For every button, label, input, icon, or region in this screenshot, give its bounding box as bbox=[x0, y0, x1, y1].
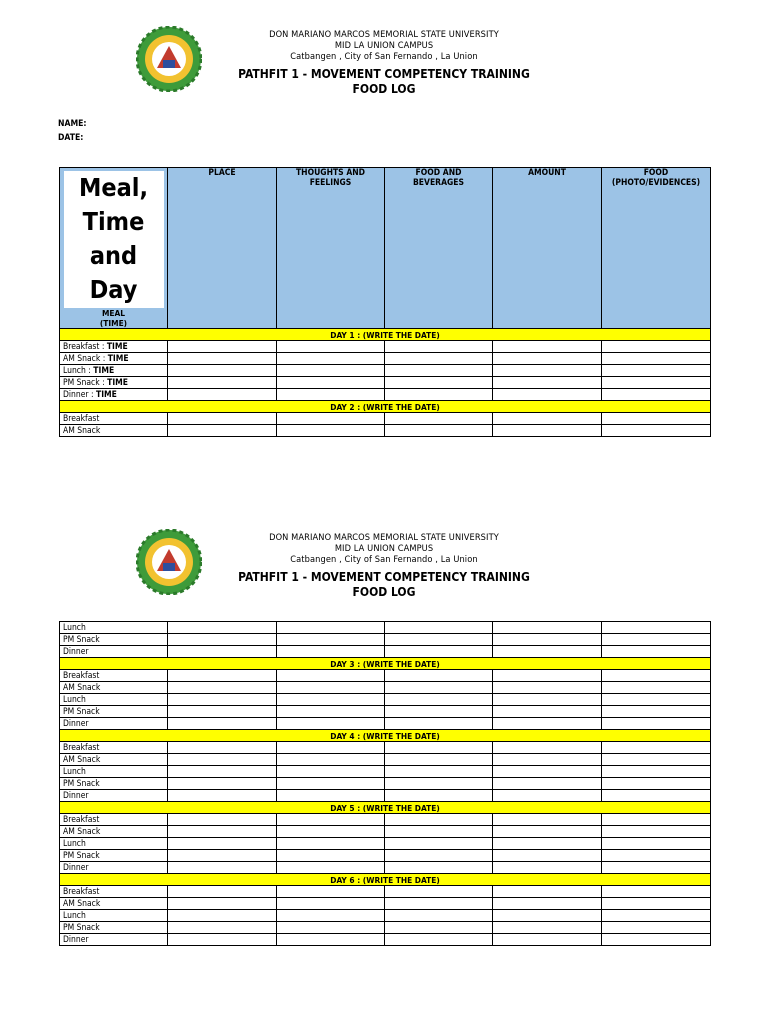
entry-cell[interactable] bbox=[385, 754, 493, 766]
entry-cell[interactable] bbox=[385, 910, 493, 922]
entry-cell[interactable] bbox=[277, 706, 385, 718]
entry-cell[interactable] bbox=[385, 682, 493, 694]
entry-cell[interactable] bbox=[277, 742, 385, 754]
meal-cell bbox=[60, 790, 168, 802]
day-row bbox=[60, 401, 711, 413]
meal-row bbox=[60, 706, 711, 718]
form-title: FOOD LOG bbox=[352, 82, 416, 96]
campus-name: MID LA UNION CAMPUS bbox=[334, 40, 434, 51]
entry-cell[interactable] bbox=[385, 413, 493, 425]
entry-cell[interactable] bbox=[602, 898, 711, 910]
entry-cell[interactable] bbox=[385, 341, 493, 353]
entry-cell[interactable] bbox=[602, 634, 711, 646]
university-name: DON MARIANO MARCOS MEMORIAL STATE UNIVERSITY bbox=[269, 29, 499, 40]
campus-name: MID LA UNION CAMPUS bbox=[334, 543, 434, 554]
meal-row bbox=[60, 826, 711, 838]
meal-cell: Breakfast : TIME bbox=[60, 341, 168, 353]
entry-cell[interactable] bbox=[602, 826, 711, 838]
entry-cell[interactable] bbox=[277, 778, 385, 790]
entry-cell[interactable] bbox=[168, 778, 277, 790]
entry-cell[interactable] bbox=[277, 862, 385, 874]
entry-cell[interactable] bbox=[602, 862, 711, 874]
meal-time-label: TIME bbox=[96, 389, 117, 400]
entry-cell[interactable] bbox=[602, 790, 711, 802]
entry-cell[interactable] bbox=[602, 682, 711, 694]
entry-cell[interactable] bbox=[168, 341, 277, 353]
meal-row bbox=[60, 646, 711, 658]
meal-row bbox=[60, 365, 711, 377]
entry-cell[interactable] bbox=[277, 341, 385, 353]
entry-cell[interactable] bbox=[168, 353, 277, 365]
entry-cell[interactable] bbox=[385, 353, 493, 365]
meal-name: AM Snack bbox=[63, 682, 101, 693]
meal-time-label: TIME bbox=[93, 365, 115, 376]
entry-cell[interactable] bbox=[385, 706, 493, 718]
entry-cell[interactable] bbox=[493, 910, 602, 922]
meal-cell bbox=[60, 694, 168, 706]
entry-cell[interactable] bbox=[385, 790, 493, 802]
meal-row bbox=[60, 622, 711, 634]
entry-cell[interactable] bbox=[277, 353, 385, 365]
meal-cell bbox=[60, 670, 168, 682]
meal-name: Dinner bbox=[63, 389, 89, 400]
entry-cell[interactable] bbox=[493, 814, 602, 826]
entry-cell[interactable] bbox=[385, 389, 493, 401]
meal-row bbox=[60, 790, 711, 802]
meal-cell bbox=[60, 898, 168, 910]
entry-cell[interactable] bbox=[602, 934, 711, 946]
entry-cell[interactable] bbox=[168, 850, 277, 862]
photo-header: FOOD (PHOTO/EVIDENCES) bbox=[602, 168, 711, 329]
entry-cell[interactable] bbox=[493, 790, 602, 802]
meal-cell bbox=[60, 622, 168, 634]
entry-cell[interactable] bbox=[277, 670, 385, 682]
entry-cell[interactable] bbox=[277, 622, 385, 634]
day-label: DAY 2 : (WRITE THE DATE) bbox=[60, 401, 711, 413]
form-title: FOOD LOG bbox=[352, 585, 416, 599]
meal-cell: Lunch : TIME bbox=[60, 365, 168, 377]
meal-name: Breakfast bbox=[63, 413, 100, 424]
meal-name: Breakfast bbox=[63, 670, 100, 681]
day-row bbox=[60, 730, 711, 742]
entry-cell[interactable] bbox=[277, 814, 385, 826]
meal-row bbox=[60, 413, 711, 425]
meal-name: AM Snack bbox=[63, 425, 101, 436]
meal-cell bbox=[60, 706, 168, 718]
day-label: DAY 4 : (WRITE THE DATE) bbox=[60, 730, 711, 742]
entry-cell[interactable] bbox=[385, 694, 493, 706]
entry-cell[interactable] bbox=[168, 682, 277, 694]
course-title: PATHFIT 1 - MOVEMENT COMPETENCY TRAINING bbox=[238, 67, 530, 81]
entry-cell[interactable] bbox=[385, 634, 493, 646]
entry-cell[interactable] bbox=[385, 934, 493, 946]
meal-name: Breakfast bbox=[63, 814, 100, 825]
entry-cell[interactable] bbox=[277, 413, 385, 425]
meal-row bbox=[60, 377, 711, 389]
meal-cell bbox=[60, 838, 168, 850]
meal-row bbox=[60, 341, 711, 353]
entry-cell[interactable] bbox=[277, 694, 385, 706]
meal-cell bbox=[60, 910, 168, 922]
entry-cell[interactable] bbox=[493, 365, 602, 377]
meal-row bbox=[60, 694, 711, 706]
entry-cell[interactable] bbox=[493, 826, 602, 838]
entry-cell[interactable] bbox=[493, 682, 602, 694]
meal-time-label: TIME bbox=[107, 377, 129, 388]
amount-header: AMOUNT bbox=[493, 168, 602, 329]
meal-row bbox=[60, 754, 711, 766]
university-name: DON MARIANO MARCOS MEMORIAL STATE UNIVERSITY bbox=[269, 532, 499, 543]
entry-cell[interactable] bbox=[168, 886, 277, 898]
meal-cell bbox=[60, 814, 168, 826]
entry-cell[interactable] bbox=[602, 622, 711, 634]
entry-cell[interactable] bbox=[277, 886, 385, 898]
meal-name: Dinner bbox=[63, 790, 89, 801]
entry-cell[interactable] bbox=[277, 389, 385, 401]
student-fields bbox=[58, 117, 87, 145]
entry-cell[interactable] bbox=[277, 634, 385, 646]
entry-cell[interactable] bbox=[168, 862, 277, 874]
entry-cell[interactable] bbox=[277, 790, 385, 802]
entry-cell[interactable] bbox=[602, 718, 711, 730]
meal-row bbox=[60, 898, 711, 910]
entry-cell[interactable] bbox=[385, 850, 493, 862]
meal-name: Lunch bbox=[63, 910, 86, 921]
entry-cell[interactable] bbox=[493, 934, 602, 946]
entry-cell[interactable] bbox=[602, 341, 711, 353]
meal-row bbox=[60, 718, 711, 730]
entry-cell[interactable] bbox=[602, 814, 711, 826]
meal-row bbox=[60, 766, 711, 778]
meal-time-label: TIME bbox=[107, 353, 129, 364]
meal-row bbox=[60, 389, 711, 401]
entry-cell[interactable] bbox=[493, 670, 602, 682]
meal-row bbox=[60, 886, 711, 898]
entry-cell[interactable] bbox=[168, 898, 277, 910]
entry-cell[interactable] bbox=[385, 778, 493, 790]
entry-cell[interactable] bbox=[277, 934, 385, 946]
day-label: DAY 1 : (WRITE THE DATE) bbox=[60, 329, 711, 341]
day-row bbox=[60, 802, 711, 814]
entry-cell[interactable] bbox=[277, 838, 385, 850]
entry-cell[interactable] bbox=[602, 413, 711, 425]
meal-name: Lunch bbox=[63, 694, 86, 705]
place-header: PLACE bbox=[168, 168, 277, 329]
meal-name: Lunch bbox=[63, 766, 86, 777]
name-label: NAME: bbox=[58, 119, 87, 129]
entry-cell[interactable] bbox=[602, 646, 711, 658]
entry-cell[interactable] bbox=[602, 365, 711, 377]
meal-name: PM Snack bbox=[63, 778, 100, 789]
meal-cell bbox=[60, 826, 168, 838]
meal-name: Lunch bbox=[63, 622, 86, 633]
meal-time-label: TIME bbox=[106, 341, 128, 352]
entry-cell[interactable] bbox=[277, 922, 385, 934]
entry-cell[interactable] bbox=[493, 646, 602, 658]
meal-name: AM Snack bbox=[63, 826, 101, 837]
entry-cell[interactable] bbox=[168, 922, 277, 934]
meal-cell: PM Snack : TIME bbox=[60, 377, 168, 389]
meal-name: Dinner bbox=[63, 862, 89, 873]
entry-cell[interactable] bbox=[277, 766, 385, 778]
entry-cell[interactable] bbox=[277, 826, 385, 838]
meal-row bbox=[60, 922, 711, 934]
entry-cell[interactable] bbox=[385, 622, 493, 634]
entry-cell[interactable] bbox=[168, 694, 277, 706]
entry-cell[interactable] bbox=[385, 886, 493, 898]
entry-cell[interactable] bbox=[493, 634, 602, 646]
meal-row bbox=[60, 850, 711, 862]
meal-cell: Dinner : TIME bbox=[60, 389, 168, 401]
meal-cell bbox=[60, 646, 168, 658]
entry-cell[interactable] bbox=[168, 718, 277, 730]
food-log-table-2 bbox=[59, 621, 711, 946]
day-label: DAY 6 : (WRITE THE DATE) bbox=[60, 874, 711, 886]
entry-cell[interactable] bbox=[385, 826, 493, 838]
entry-cell[interactable] bbox=[602, 389, 711, 401]
meal-row bbox=[60, 425, 711, 437]
entry-cell[interactable] bbox=[602, 886, 711, 898]
entry-cell[interactable] bbox=[277, 754, 385, 766]
entry-cell[interactable] bbox=[385, 425, 493, 437]
entry-cell[interactable] bbox=[168, 754, 277, 766]
entry-cell[interactable] bbox=[493, 341, 602, 353]
entry-cell[interactable] bbox=[493, 886, 602, 898]
entry-cell[interactable] bbox=[168, 634, 277, 646]
meal-cell bbox=[60, 862, 168, 874]
meal-name: PM Snack bbox=[63, 377, 100, 388]
entry-cell[interactable] bbox=[168, 377, 277, 389]
meal-name: AM Snack bbox=[63, 353, 101, 364]
entry-cell[interactable] bbox=[385, 365, 493, 377]
meal-row bbox=[60, 682, 711, 694]
entry-cell[interactable] bbox=[493, 377, 602, 389]
meal-row bbox=[60, 670, 711, 682]
entry-cell[interactable] bbox=[493, 766, 602, 778]
entry-cell[interactable] bbox=[602, 766, 711, 778]
entry-cell[interactable] bbox=[493, 778, 602, 790]
entry-cell[interactable] bbox=[602, 425, 711, 437]
entry-cell[interactable] bbox=[602, 838, 711, 850]
entry-cell[interactable] bbox=[385, 766, 493, 778]
entry-cell[interactable] bbox=[493, 718, 602, 730]
entry-cell[interactable] bbox=[602, 694, 711, 706]
entry-cell[interactable] bbox=[168, 413, 277, 425]
meal-cell bbox=[60, 754, 168, 766]
entry-cell[interactable] bbox=[168, 706, 277, 718]
meal-row bbox=[60, 353, 711, 365]
thoughts-header: THOUGHTS AND FEELINGS bbox=[277, 168, 385, 329]
meal-name: PM Snack bbox=[63, 850, 100, 861]
meal-time-day-box: Meal, Time and Day bbox=[64, 171, 164, 308]
food-beverages-header: FOOD AND BEVERAGES bbox=[385, 168, 493, 329]
entry-cell[interactable] bbox=[277, 425, 385, 437]
meal-cell bbox=[60, 425, 168, 437]
entry-cell[interactable] bbox=[168, 838, 277, 850]
meal-name: AM Snack bbox=[63, 754, 101, 765]
entry-cell[interactable] bbox=[602, 742, 711, 754]
entry-cell[interactable] bbox=[493, 622, 602, 634]
entry-cell[interactable] bbox=[602, 670, 711, 682]
entry-cell[interactable] bbox=[277, 377, 385, 389]
entry-cell[interactable] bbox=[493, 754, 602, 766]
meal-cell bbox=[60, 682, 168, 694]
meal-name: Dinner bbox=[63, 718, 89, 729]
meal-cell bbox=[60, 742, 168, 754]
meal-name: Breakfast bbox=[63, 341, 100, 352]
meal-name: AM Snack bbox=[63, 898, 101, 909]
day-row bbox=[60, 329, 711, 341]
campus-address: Catbangen , City of San Fernando , La Union bbox=[290, 51, 478, 62]
entry-cell[interactable] bbox=[493, 862, 602, 874]
entry-cell[interactable] bbox=[493, 850, 602, 862]
entry-cell[interactable] bbox=[168, 910, 277, 922]
meal-cell bbox=[60, 413, 168, 425]
entry-cell[interactable] bbox=[493, 425, 602, 437]
entry-cell[interactable] bbox=[493, 694, 602, 706]
entry-cell[interactable] bbox=[493, 742, 602, 754]
entry-cell[interactable] bbox=[168, 389, 277, 401]
entry-cell[interactable] bbox=[277, 718, 385, 730]
entry-cell[interactable] bbox=[602, 778, 711, 790]
entry-cell[interactable] bbox=[277, 365, 385, 377]
meal-cell bbox=[60, 634, 168, 646]
entry-cell[interactable] bbox=[277, 910, 385, 922]
meal-row bbox=[60, 778, 711, 790]
meal-row bbox=[60, 838, 711, 850]
entry-cell[interactable] bbox=[602, 850, 711, 862]
entry-cell[interactable] bbox=[493, 389, 602, 401]
entry-cell[interactable] bbox=[385, 718, 493, 730]
food-log-table-1 bbox=[59, 167, 711, 437]
entry-cell[interactable] bbox=[168, 622, 277, 634]
meal-cell bbox=[60, 922, 168, 934]
meal-cell bbox=[60, 778, 168, 790]
entry-cell[interactable] bbox=[493, 922, 602, 934]
date-label: DATE: bbox=[58, 133, 84, 143]
meal-cell bbox=[60, 934, 168, 946]
entry-cell[interactable] bbox=[168, 646, 277, 658]
day-label: DAY 5 : (WRITE THE DATE) bbox=[60, 802, 711, 814]
entry-cell[interactable] bbox=[385, 814, 493, 826]
meal-name: Dinner bbox=[63, 934, 89, 945]
entry-cell[interactable] bbox=[168, 425, 277, 437]
entry-cell[interactable] bbox=[602, 706, 711, 718]
day-row bbox=[60, 874, 711, 886]
entry-cell[interactable] bbox=[168, 814, 277, 826]
meal-name: Breakfast bbox=[63, 886, 100, 897]
meal-name: Breakfast bbox=[63, 742, 100, 753]
day-label: DAY 3 : (WRITE THE DATE) bbox=[60, 658, 711, 670]
entry-cell[interactable] bbox=[493, 353, 602, 365]
entry-cell[interactable] bbox=[602, 377, 711, 389]
entry-cell[interactable] bbox=[385, 922, 493, 934]
entry-cell[interactable] bbox=[602, 353, 711, 365]
meal-cell bbox=[60, 886, 168, 898]
entry-cell[interactable] bbox=[493, 838, 602, 850]
entry-cell[interactable] bbox=[602, 754, 711, 766]
entry-cell[interactable] bbox=[277, 646, 385, 658]
entry-cell[interactable] bbox=[385, 862, 493, 874]
entry-cell[interactable] bbox=[493, 413, 602, 425]
meal-name: Lunch bbox=[63, 365, 86, 376]
meal-name: PM Snack bbox=[63, 706, 100, 717]
entry-cell[interactable] bbox=[168, 766, 277, 778]
entry-cell[interactable] bbox=[168, 826, 277, 838]
entry-cell[interactable] bbox=[168, 742, 277, 754]
entry-cell[interactable] bbox=[168, 934, 277, 946]
campus-address: Catbangen , City of San Fernando , La Union bbox=[290, 554, 478, 565]
entry-cell[interactable] bbox=[168, 790, 277, 802]
entry-cell[interactable] bbox=[168, 365, 277, 377]
entry-cell[interactable] bbox=[277, 682, 385, 694]
meal-row bbox=[60, 814, 711, 826]
entry-cell[interactable] bbox=[602, 922, 711, 934]
entry-cell[interactable] bbox=[385, 838, 493, 850]
course-title: PATHFIT 1 - MOVEMENT COMPETENCY TRAINING bbox=[238, 570, 530, 584]
entry-cell[interactable] bbox=[385, 646, 493, 658]
meal-row bbox=[60, 910, 711, 922]
meal-name: PM Snack bbox=[63, 922, 100, 933]
entry-cell[interactable] bbox=[277, 898, 385, 910]
entry-cell[interactable] bbox=[385, 898, 493, 910]
letterhead bbox=[0, 29, 768, 97]
entry-cell[interactable] bbox=[168, 670, 277, 682]
meal-cell bbox=[60, 718, 168, 730]
day-row bbox=[60, 658, 711, 670]
entry-cell[interactable] bbox=[493, 898, 602, 910]
meal-row bbox=[60, 934, 711, 946]
meal-row bbox=[60, 862, 711, 874]
letterhead bbox=[0, 532, 768, 600]
meal-row bbox=[60, 634, 711, 646]
entry-cell[interactable] bbox=[385, 377, 493, 389]
meal-cell bbox=[60, 766, 168, 778]
meal-cell bbox=[60, 850, 168, 862]
meal-time-day-header: Meal, Time and Day MEAL (TIME) bbox=[60, 168, 168, 329]
meal-row bbox=[60, 742, 711, 754]
meal-name: Dinner bbox=[63, 646, 89, 657]
entry-cell[interactable] bbox=[493, 706, 602, 718]
entry-cell[interactable] bbox=[277, 850, 385, 862]
entry-cell[interactable] bbox=[385, 670, 493, 682]
entry-cell[interactable] bbox=[602, 910, 711, 922]
meal-name: Lunch bbox=[63, 838, 86, 849]
entry-cell[interactable] bbox=[385, 742, 493, 754]
meal-cell: AM Snack : TIME bbox=[60, 353, 168, 365]
meal-name: PM Snack bbox=[63, 634, 100, 645]
